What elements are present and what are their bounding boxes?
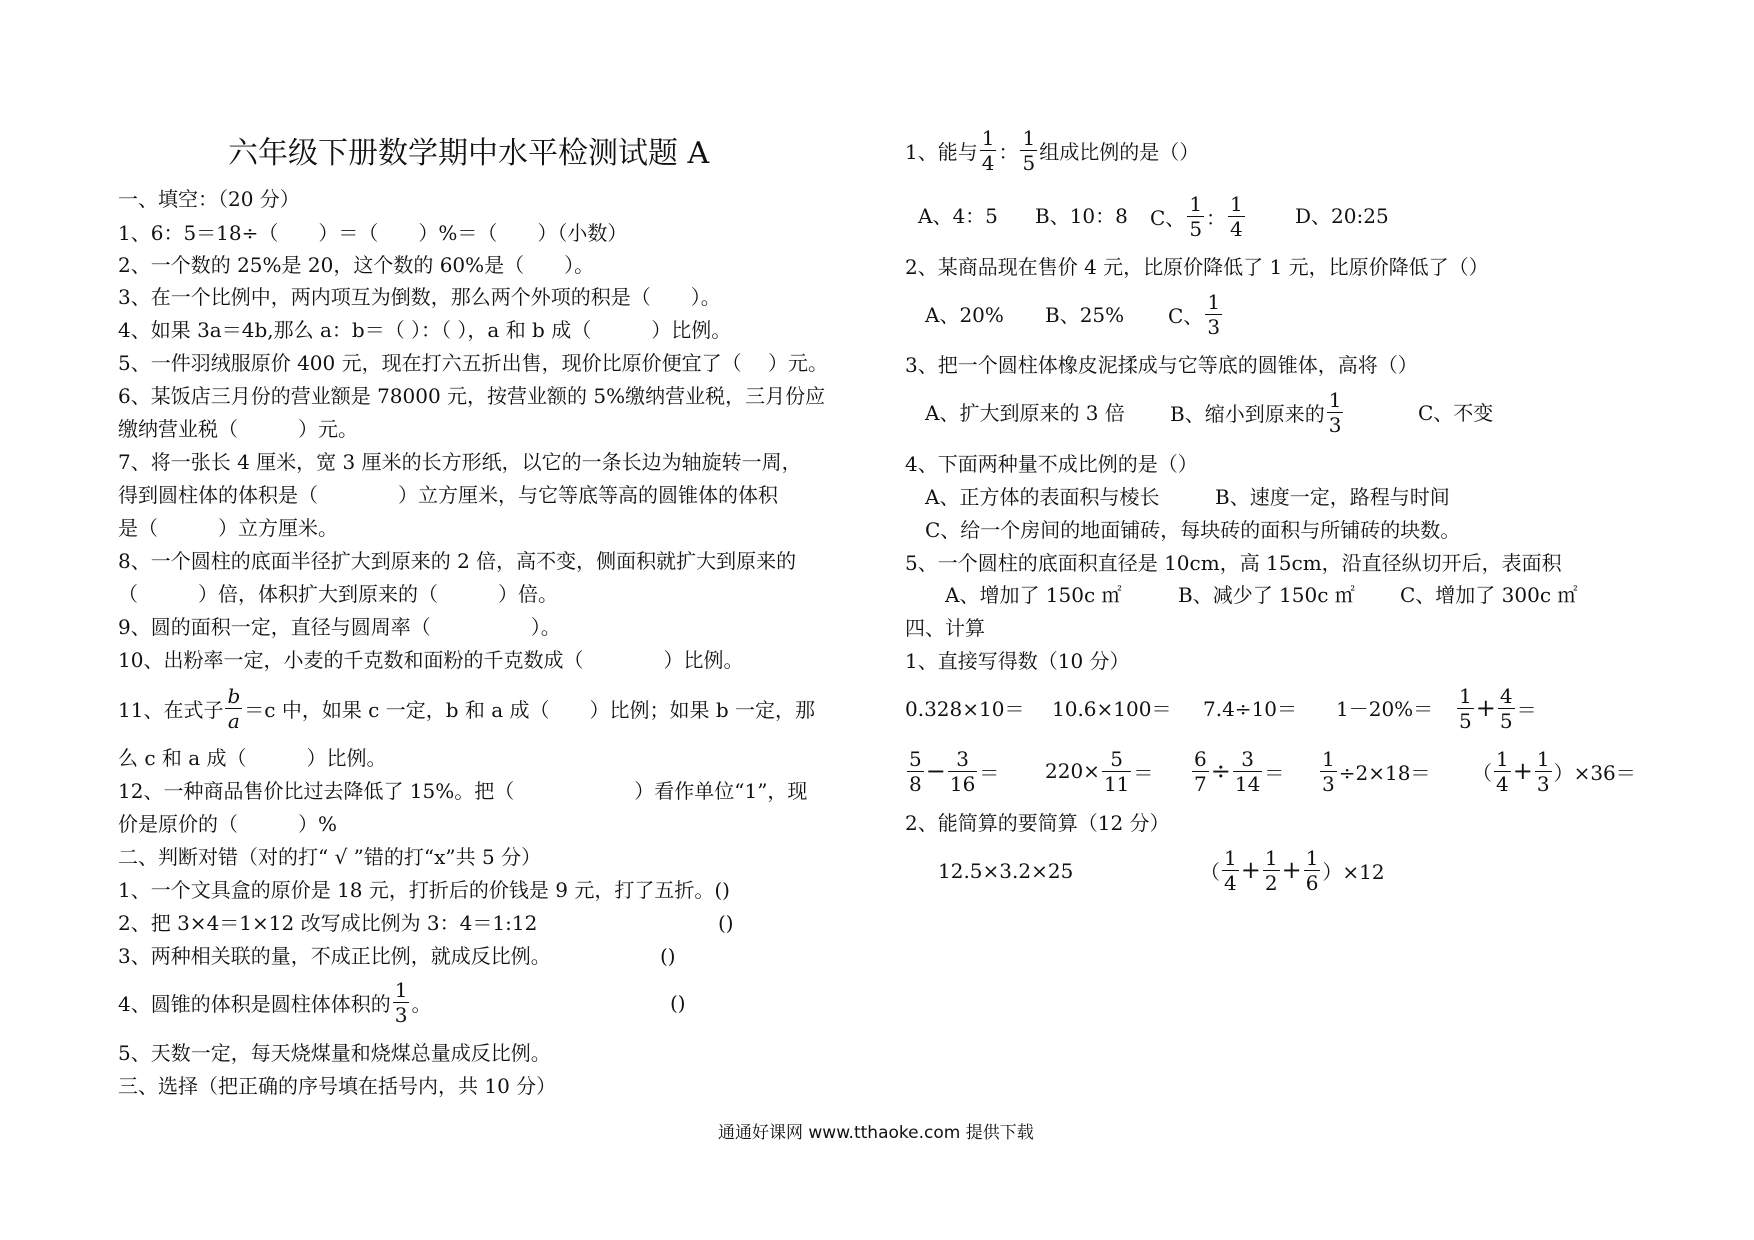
fill-question-4: 4、如果 3a＝4b,那么 a：b＝（ ）：（ ），a 和 b 成（ ）比例。 (118, 318, 732, 342)
calc-item-1: 0.328×10＝ (905, 697, 1025, 721)
cq4-option-c: C、给一个房间的地面铺砖，每块砖的面积与所铺砖的块数。 (925, 518, 1461, 542)
fraction (1320, 747, 1337, 796)
fill-question-11-line1 (118, 680, 815, 736)
fill-question-11-line2: 么 c 和 a 成（ ）比例。 (118, 746, 387, 770)
cq1-suffix: 组成比例的是（） (1039, 139, 1200, 164)
plus-sign: + (1512, 757, 1533, 785)
plus-sign: + (1240, 856, 1261, 884)
equals-sign: ＝ (1264, 760, 1285, 785)
fraction-one-third (1327, 388, 1344, 437)
fraction-numerator: 1 (1224, 845, 1237, 870)
calc-subsection-2: 2、能简算的要简算（12 分） (905, 811, 1170, 835)
equals-sign: ＝ (979, 760, 1000, 785)
cq1-option-c (1150, 188, 1247, 244)
fraction-denominator: 5 (1499, 708, 1513, 733)
judge-question-4 (118, 974, 431, 1030)
fraction-denominator: 4 (981, 150, 995, 175)
cq2-option-a: A、20% (925, 303, 1004, 327)
choice-question-5: 5、一个圆柱的底面积直径是 10cm，高 15cm，沿直径纵切开后，表面积 (905, 551, 1562, 575)
fraction-denominator: 4 (1230, 216, 1243, 241)
fraction (1304, 846, 1321, 895)
calc-item-5 (1455, 680, 1537, 736)
fill-question-6-line2: 缴纳营业税（ ）元。 (118, 417, 358, 441)
calc-item-9 (1318, 743, 1430, 799)
plus-sign: + (1475, 694, 1496, 722)
cq2-option-c (1168, 286, 1224, 342)
fraction (1192, 747, 1209, 796)
fraction (1498, 684, 1515, 733)
q4-suffix: 。 (411, 991, 432, 1016)
fraction-numerator: 1 (981, 125, 995, 150)
fraction-one-third (1205, 290, 1222, 339)
fill-question-7-line3: 是（ ）立方厘米。 (118, 516, 338, 540)
fraction-denominator: a (227, 708, 240, 733)
fraction-one-fourth (980, 126, 997, 175)
calc-item-3: 7.4÷10＝ (1203, 697, 1298, 721)
fraction-numerator: 5 (909, 746, 922, 771)
fraction-denominator: 8 (909, 771, 922, 796)
fraction (1494, 747, 1511, 796)
fraction-denominator: 5 (1189, 216, 1203, 241)
fraction-denominator: 3 (394, 1002, 408, 1027)
judge-section-header: 二、判断对错（对的打“ √ ”错的打“x”共 5 分） (118, 845, 542, 869)
fraction (1222, 846, 1239, 895)
fraction-one-fifth (1020, 126, 1037, 175)
cq5-option-b: B、减少了 150c ㎡ (1178, 583, 1355, 607)
fraction-denominator: 6 (1305, 870, 1319, 895)
calc-item-9-suffix: ÷2×18＝ (1338, 760, 1431, 785)
equals-sign: ＝ (1516, 697, 1537, 722)
fill-question-5: 5、一件羽绒服原价 400 元，现在打六五折出售，现价比原价便宜了（ ）元。 (118, 351, 828, 375)
fraction-numerator: 1 (1022, 125, 1036, 150)
calc-item-6 (905, 743, 999, 799)
fill-question-7-line1: 7、将一张长 4 厘米，宽 3 厘米的长方形纸，以它的一条长边为轴旋转一周， (118, 450, 802, 474)
fraction-numerator: 1 (1496, 746, 1509, 771)
fraction-b-over-a (225, 684, 242, 733)
fraction-denominator: 5 (1022, 150, 1036, 175)
simplify-item-2 (1200, 842, 1385, 898)
fraction-numerator: 3 (948, 747, 977, 772)
calc-item-10-suffix: ）×36＝ (1553, 760, 1636, 785)
minus-sign: − (925, 757, 946, 785)
q11-prefix: 11、在式子 (118, 697, 224, 722)
fraction (1535, 747, 1552, 796)
cq5-option-c: C、增加了 300c ㎡ (1400, 583, 1578, 607)
judge-question-3: 3、两种相关联的量，不成正比例，就成反比例。 (118, 944, 551, 968)
choice-question-4: 4、下面两种量不成比例的是（） (905, 452, 1198, 476)
fill-question-9: 9、圆的面积一定，直径与圆周率（ ）。 (118, 615, 561, 639)
fill-section-header: 一、填空：（20 分） (118, 187, 300, 211)
simplify-item-1: 12.5×3.2×25 (938, 859, 1074, 883)
divide-sign: ÷ (1210, 757, 1231, 785)
calc-item-2: 10.6×100＝ (1052, 697, 1172, 721)
calc-item-10 (1472, 743, 1636, 799)
fraction-numerator: 1 (1536, 746, 1550, 771)
fill-question-7-line2: 得到圆柱体的体积是（ ）立方厘米，与它等底等高的圆锥体的体积 (118, 483, 778, 507)
calc-section-header: 四、计算 (905, 616, 985, 640)
q11-suffix: ＝c 中，如果 c 一定，b 和 a 成（ ）比例；如果 b 一定，那 (244, 697, 816, 722)
ratio-colon: ： (998, 139, 1019, 164)
calc-item-7-prefix: 220× (1045, 759, 1100, 783)
fraction-numerator: b (227, 683, 241, 708)
judge-answer-paren-3: () (660, 944, 676, 968)
cq1-prefix: 1、能与 (905, 139, 978, 164)
fraction-denominator: 4 (1224, 870, 1237, 895)
fraction-denominator: 11 (1103, 771, 1130, 796)
fraction-numerator: 1 (1264, 845, 1278, 870)
fraction (1457, 684, 1474, 733)
fraction-denominator: 7 (1194, 771, 1207, 796)
fraction-numerator: 5 (1102, 747, 1131, 772)
choice-section-header: 三、选择（把正确的序号填在括号内，共 10 分） (118, 1074, 557, 1098)
calc-item-8 (1190, 743, 1284, 799)
calc-subsection-1: 1、直接写得数（10 分） (905, 649, 1130, 673)
cq4-option-b: B、速度一定，路程与时间 (1215, 485, 1450, 509)
cq3-option-c: C、不变 (1418, 401, 1494, 425)
choice-question-1 (905, 122, 1199, 178)
fraction-denominator: 5 (1459, 708, 1472, 733)
fraction (907, 747, 924, 796)
judge-question-2: 2、把 3×4＝1×12 改写成比例为 3：4＝1:12 (118, 911, 538, 935)
fraction (1233, 747, 1262, 796)
cq1-option-a: A、4：5 (918, 204, 998, 228)
fill-question-8-line2: （ ）倍，体积扩大到原来的（ ）倍。 (118, 582, 558, 606)
fill-question-3: 3、在一个比例中，两内项互为倒数，那么两个外项的积是（ ）。 (118, 285, 721, 309)
choice-question-2: 2、某商品现在售价 4 元，比原价降低了 1 元，比原价降低了（） (905, 255, 1489, 279)
fraction-denominator: 3 (1328, 412, 1342, 437)
fraction-one-third (393, 978, 410, 1027)
cq1-option-d: D、20:25 (1295, 204, 1389, 228)
fill-question-1: 1、6：5＝18÷（ ）＝（ ）%＝（ ）（小数） (118, 221, 628, 245)
fraction (1102, 747, 1131, 796)
fraction-numerator: 1 (1322, 746, 1335, 771)
fraction-denominator: 2 (1264, 870, 1278, 895)
plus-sign: + (1281, 856, 1302, 884)
fraction-numerator: 1 (394, 977, 408, 1002)
fraction-denominator: 3 (1536, 771, 1550, 796)
cq3-option-b-label: B、缩小到原来的 (1170, 401, 1325, 426)
fraction (1263, 846, 1280, 895)
fraction (948, 747, 977, 796)
fraction-numerator: 6 (1194, 746, 1207, 771)
cq5-option-a: A、增加了 150c ㎡ (945, 583, 1122, 607)
fraction-numerator: 1 (1328, 387, 1342, 412)
fill-question-12-line1: 12、一种商品售价比过去降低了 15%。把（ ）看作单位“1”，现 (118, 779, 808, 803)
page-title: 六年级下册数学期中水平检测试题 A (228, 136, 710, 171)
fraction-denominator: 3 (1207, 314, 1221, 339)
ratio-colon: ： (1206, 205, 1227, 230)
fraction-numerator: 3 (1233, 747, 1262, 772)
calc-item-4: 1－20%＝ (1336, 697, 1434, 721)
simplify-item-2-suffix: ）×12 (1322, 859, 1385, 884)
fraction-numerator: 1 (1207, 289, 1221, 314)
cq4-option-a: A、正方体的表面积与棱长 (925, 485, 1160, 509)
fraction-one-fourth (1228, 192, 1245, 241)
cq1-option-c-label: C、 (1150, 205, 1186, 230)
judge-question-1: 1、一个文具盒的原价是 18 元，打折后的价钱是 9 元，打了五折。() (118, 878, 730, 902)
cq3-option-a: A、扩大到原来的 3 倍 (925, 401, 1125, 425)
judge-answer-paren-4: () (670, 991, 686, 1015)
calc-item-7 (1045, 743, 1153, 799)
q4-prefix: 4、圆锥的体积是圆柱体体积的 (118, 991, 391, 1016)
choice-question-3: 3、把一个圆柱体橡皮泥揉成与它等底的圆锥体，高将（） (905, 353, 1418, 377)
footer-credit: 通通好课网 www.tthaoke.com 提供下载 (718, 1123, 1034, 1143)
judge-question-5: 5、天数一定，每天烧煤量和烧煤总量成反比例。 (118, 1041, 551, 1065)
fill-question-2: 2、一个数的 25%是 20，这个数的 60%是（ ）。 (118, 253, 595, 277)
open-paren: （ (1472, 760, 1492, 785)
fill-question-8-line1: 8、一个圆柱的底面半径扩大到原来的 2 倍，高不变，侧面积就扩大到原来的 (118, 549, 797, 573)
cq2-option-b: B、25% (1045, 303, 1125, 327)
fill-question-12-line2: 价是原价的（ ）% (118, 812, 338, 836)
fraction-numerator: 1 (1459, 683, 1472, 708)
fraction-denominator: 3 (1322, 771, 1335, 796)
fraction-denominator: 16 (949, 771, 976, 796)
fill-question-10: 10、出粉率一定，小麦的千克数和面粉的千克数成（ ）比例。 (118, 648, 744, 672)
fraction-numerator: 1 (1230, 191, 1243, 216)
judge-answer-paren-2: () (718, 911, 734, 935)
fraction-numerator: 1 (1189, 191, 1203, 216)
equals-sign: ＝ (1133, 760, 1154, 785)
fraction-denominator: 14 (1234, 771, 1261, 796)
fraction-one-fifth (1187, 192, 1204, 241)
fraction-numerator: 1 (1305, 845, 1319, 870)
cq2-option-c-label: C、 (1168, 303, 1204, 328)
fill-question-6-line1: 6、某饭店三月份的营业额是 78000 元，按营业额的 5%缴纳营业税，三月份应 (118, 384, 826, 408)
cq3-option-b (1170, 384, 1345, 440)
fraction-numerator: 4 (1499, 683, 1513, 708)
cq1-option-b: B、10：8 (1035, 204, 1128, 228)
fraction-denominator: 4 (1496, 771, 1509, 796)
open-paren: （ (1200, 859, 1220, 884)
